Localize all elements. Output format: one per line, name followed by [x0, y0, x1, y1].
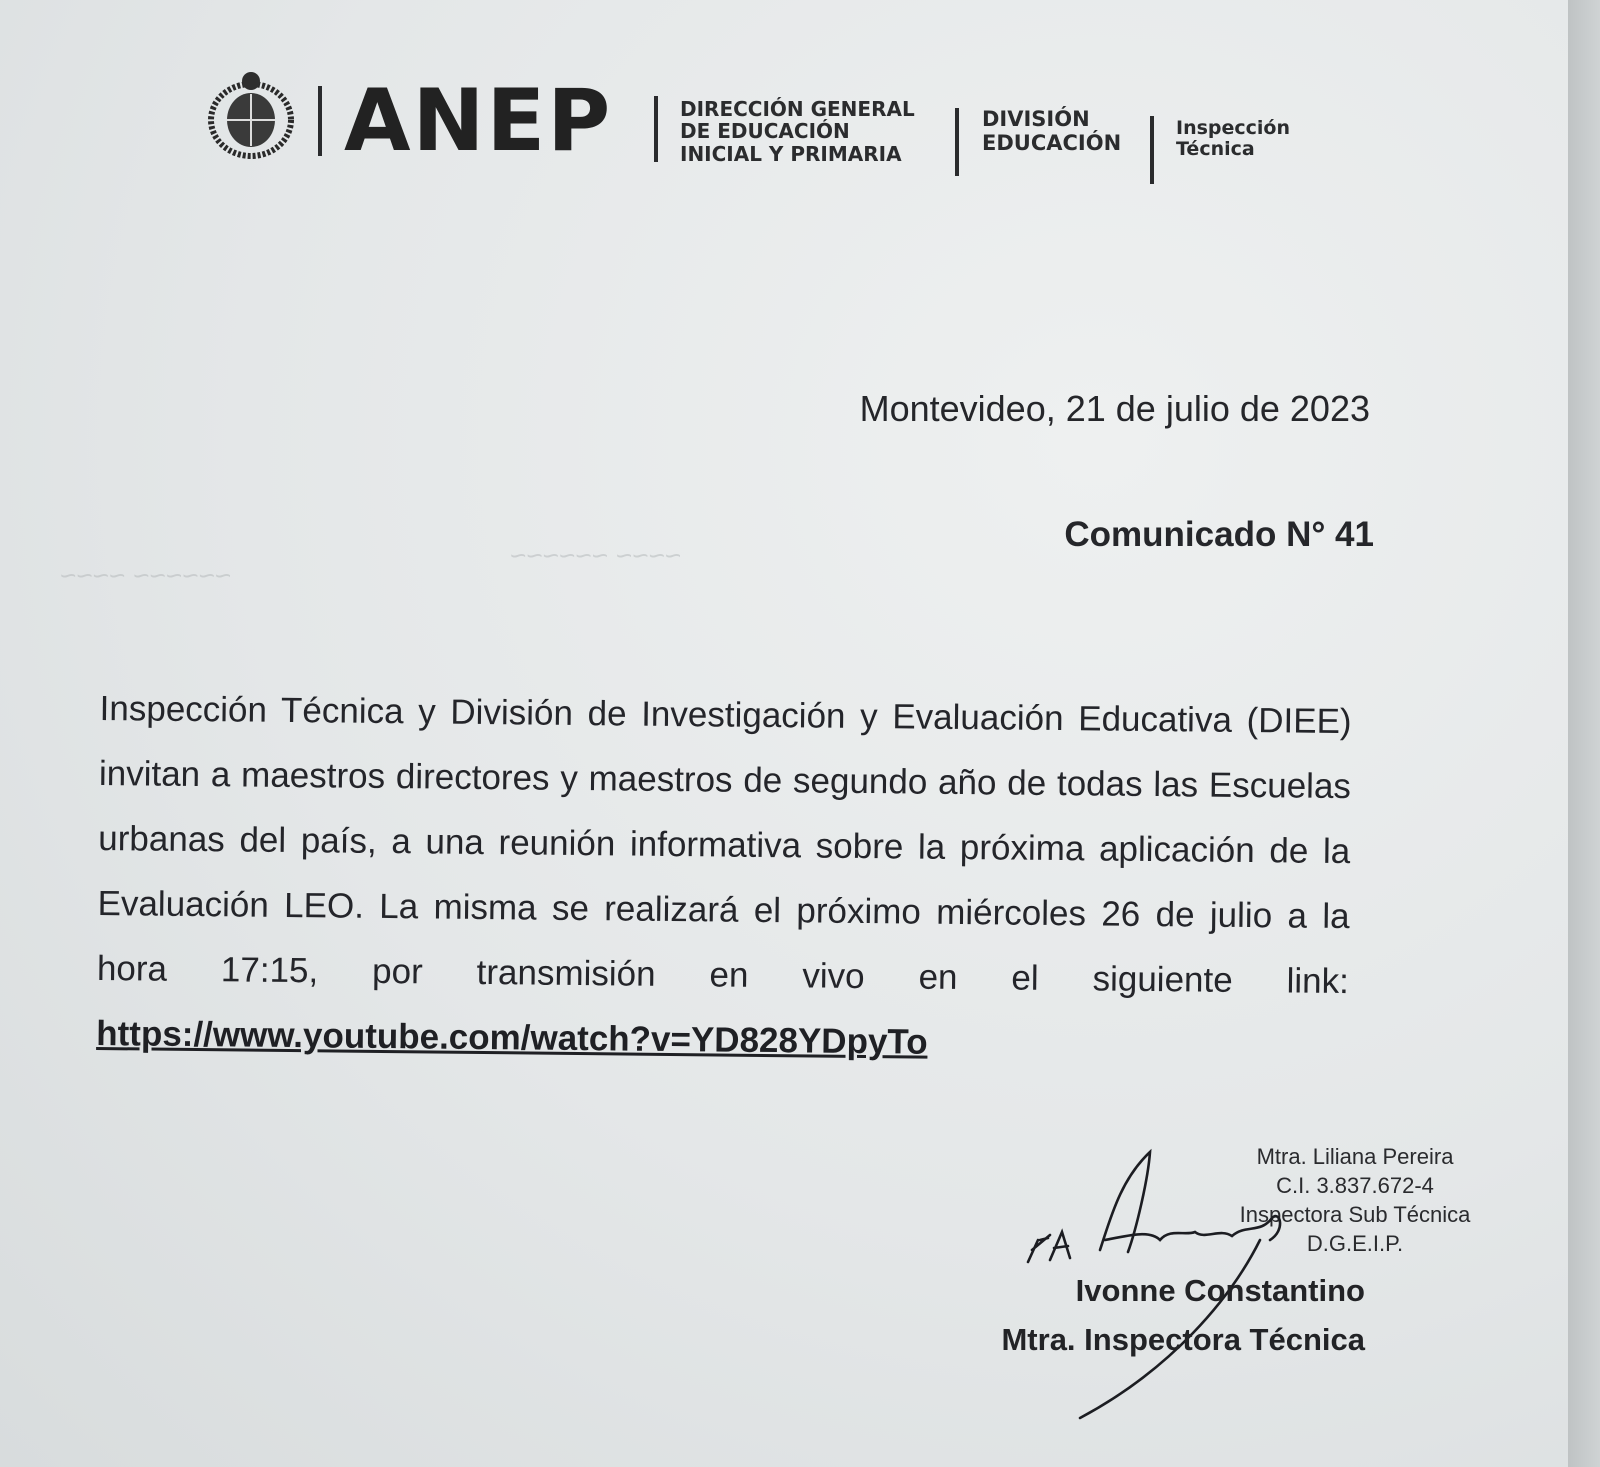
- anep-logo: ANEP: [344, 71, 613, 171]
- stamp-line: D.G.E.I.P.: [1306, 1231, 1404, 1256]
- inspeccion-label: [1176, 118, 1290, 161]
- letter-body: [96, 676, 1352, 1079]
- header-divider: [1150, 116, 1154, 184]
- stamp-line: C.I. 3.837.672-4: [1276, 1173, 1434, 1198]
- coat-of-arms-emblem-icon: [205, 68, 297, 164]
- bleed-through-mark: ~~~~~~ ~~~~: [60, 560, 232, 591]
- signer-name: Ivonne Constantino: [1075, 1273, 1365, 1308]
- header-divider: [318, 86, 322, 156]
- signer-role: Mtra. Inspectora Técnica: [1001, 1322, 1365, 1357]
- division-line: EDUCACIÓN: [982, 130, 1122, 155]
- stamp-line: Inspectora Sub Técnica: [1239, 1202, 1471, 1227]
- header-divider: [654, 96, 658, 162]
- dgeip-line: DE EDUCACIÓN: [680, 119, 850, 144]
- signer-block: [1001, 1266, 1365, 1364]
- letter-date: Montevideo, 21 de julio de 2023: [859, 388, 1370, 429]
- dgeip-label: [680, 98, 915, 165]
- header-divider: [955, 108, 959, 176]
- comunicado-title: Comunicado N° 41: [1064, 515, 1374, 554]
- page-edge: [1568, 0, 1600, 1467]
- division-label: [982, 108, 1121, 155]
- youtube-link[interactable]: https://www.youtube.com/watch?v=YD828YDpyTo: [96, 1013, 928, 1062]
- inspeccion-line: Técnica: [1176, 138, 1255, 161]
- inspeccion-line: Inspección: [1176, 117, 1291, 139]
- bleed-through-mark: ~~~~ ~~~~~~: [510, 540, 682, 571]
- stamp-line: Mtra. Liliana Pereira: [1256, 1144, 1454, 1169]
- division-line: DIVISIÓN: [982, 107, 1090, 131]
- letter-body-text: Inspección Técnica y División de Investigación y Evaluación Educativa (DIEE) invitan a maestros directores y maestros de segundo año de todas las Escuelas urbanas del país, a una reunión informativa sobre la próxima aplicación de la Evaluación LEO. La misma se realizará el próximo miércoles 26 de julio a la hora 17:15, por transmisión en vivo en el siguiente link:: [96, 688, 1352, 1002]
- dgeip-line: INICIAL Y PRIMARIA: [680, 141, 902, 166]
- dgeip-line: DIRECCIÓN GENERAL: [680, 97, 915, 121]
